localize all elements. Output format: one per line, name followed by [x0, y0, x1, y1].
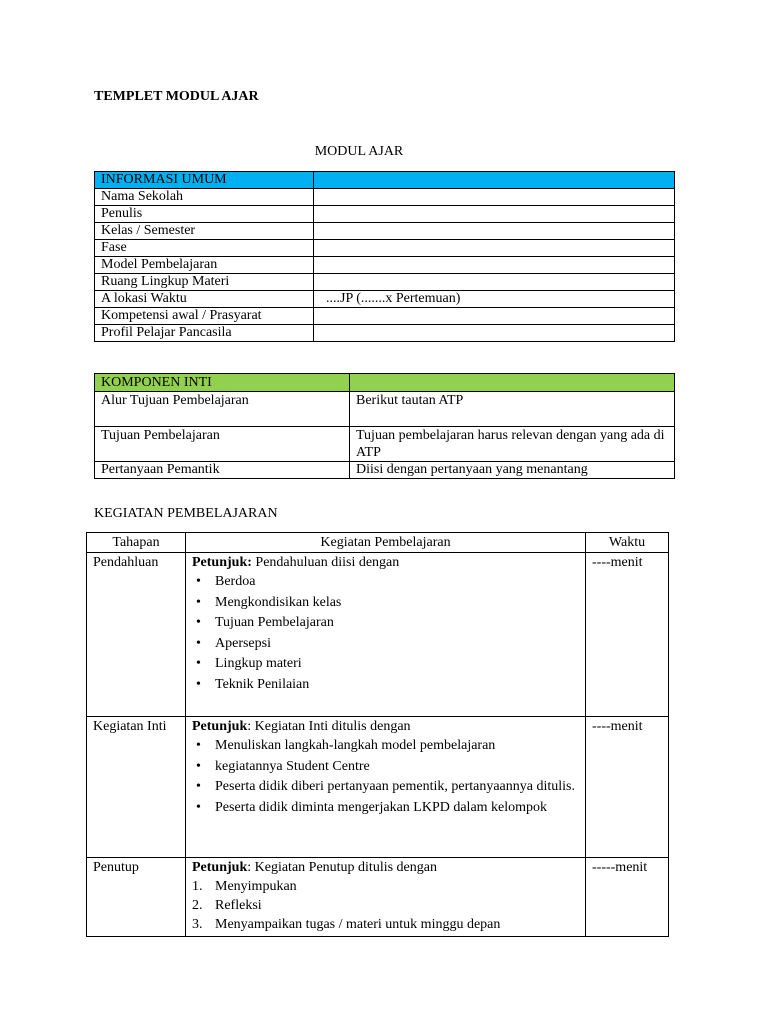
table-row	[95, 257, 675, 274]
row-label: Ruang Lingkup Materi	[95, 274, 314, 291]
document-title: TEMPLET MODUL AJAR	[94, 89, 259, 104]
table-row	[95, 274, 675, 291]
column-header-kegiatan: Kegiatan Pembelajaran	[186, 533, 586, 553]
table-row	[87, 858, 669, 937]
bullet-icon: •	[196, 799, 201, 815]
bullet-icon: •	[196, 594, 201, 610]
row-value: Diisi dengan pertanyaan yang menantang	[350, 462, 675, 479]
komponen-inti-table	[94, 373, 675, 479]
row-label: Fase	[95, 240, 314, 257]
modul-title: MODUL AJAR	[314, 144, 404, 159]
table-row	[95, 427, 675, 462]
row-label: Kompetensi awal / Prasyarat	[95, 308, 314, 325]
bullet-icon: •	[196, 738, 201, 753]
row-value	[314, 257, 675, 274]
list-item: • Peserta didik diberi pertanyaan pementik, pertanyaannya ditulis.	[196, 779, 575, 794]
list-item: • Tujuan Pembelajaran	[196, 615, 334, 630]
list-item: • Apersepsi	[196, 635, 271, 651]
row-label: Kelas / Semester	[95, 223, 314, 240]
row-value	[314, 240, 675, 257]
row-label: Alur Tujuan Pembelajaran	[95, 392, 350, 427]
informasi-umum-table	[94, 171, 675, 342]
kegiatan-table	[86, 532, 669, 937]
activity-cell	[186, 717, 586, 858]
column-header-waktu: Waktu	[586, 533, 669, 553]
list-item: • Berdoa	[196, 574, 256, 589]
stage-cell: Kegiatan Inti	[87, 717, 186, 858]
list-item: 2. Refleksi	[192, 898, 262, 913]
activity-list	[192, 573, 585, 693]
list-item: • Peserta didik diminta mengerjakan LKPD dalam kelompok	[196, 799, 548, 815]
hint-label: Petunjuk:	[192, 555, 252, 570]
column-header-tahapan: Tahapan	[87, 533, 186, 553]
table-row	[95, 189, 675, 206]
row-value	[314, 325, 675, 342]
komponen-inti-header-row	[95, 374, 675, 392]
table-row	[95, 325, 675, 342]
bullet-icon: •	[196, 758, 201, 774]
row-value	[314, 189, 675, 206]
activity-numbered-list	[192, 878, 585, 933]
row-value: Berikut tautan ATP	[350, 392, 675, 427]
hint-label: Petunjuk	[192, 860, 248, 875]
time-cell: ----menit	[586, 717, 669, 858]
hint-line	[192, 859, 585, 876]
bullet-icon: •	[196, 615, 201, 630]
stage-cell: Penutup	[87, 858, 186, 937]
bullet-icon: •	[196, 574, 201, 589]
komponen-inti-header: KOMPONEN INTI	[95, 374, 350, 392]
row-label: Penulis	[95, 206, 314, 223]
table-row	[87, 553, 669, 717]
table-row	[95, 291, 675, 308]
hint-text: : Kegiatan Inti ditulis dengan	[247, 719, 411, 734]
informasi-umum-header-row	[95, 172, 675, 189]
row-label: Pertanyaan Pemantik	[95, 462, 350, 479]
list-item: • Teknik Penilaian	[196, 676, 310, 692]
row-value	[314, 308, 675, 325]
list-item: • Menuliskan langkah-langkah model pembelajaran	[196, 738, 496, 753]
row-value: ....JP (.......x Pertemuan)	[314, 291, 675, 308]
komponen-inti-header-empty	[350, 374, 675, 392]
list-item: • Mengkondisikan kelas	[196, 594, 342, 610]
hint-text: : Kegiatan Penutup ditulis dengan	[247, 860, 437, 875]
activity-cell	[186, 858, 586, 937]
kegiatan-section-title: KEGIATAN PEMBELAJARAN	[94, 506, 278, 521]
bullet-icon: •	[196, 656, 201, 671]
row-value	[314, 274, 675, 291]
table-row	[95, 206, 675, 223]
row-label: Model Pembelajaran	[95, 257, 314, 274]
row-value	[314, 223, 675, 240]
activity-cell	[186, 553, 586, 717]
stage-cell: Pendahluan	[87, 553, 186, 717]
row-label: Tujuan Pembelajaran	[95, 427, 350, 462]
bullet-icon: •	[196, 635, 201, 651]
hint-line	[192, 718, 585, 735]
row-label: A lokasi Waktu	[95, 291, 314, 308]
table-row	[95, 392, 675, 427]
bullet-icon: •	[196, 676, 201, 692]
row-value	[314, 206, 675, 223]
table-row	[87, 717, 669, 858]
bullet-icon: •	[196, 779, 201, 794]
list-item: 1. Menyimpukan	[192, 879, 297, 894]
list-item: • Lingkup materi	[196, 656, 302, 671]
row-label: Profil Pelajar Pancasila	[95, 325, 314, 342]
hint-label: Petunjuk	[192, 719, 248, 734]
hint-text: Pendahuluan diisi dengan	[251, 555, 400, 570]
table-row	[95, 462, 675, 479]
activity-list	[192, 737, 585, 816]
hint-line	[192, 554, 585, 571]
time-cell: ----menit	[586, 553, 669, 717]
list-item: • kegiatannya Student Centre	[196, 758, 370, 774]
kegiatan-header-row	[87, 533, 669, 553]
table-row	[95, 240, 675, 257]
list-item: 3. Menyampaikan tugas / materi untuk minggu depan	[192, 917, 501, 932]
row-value: Tujuan pembelajaran harus relevan dengan yang ada di ATP	[350, 427, 675, 462]
table-row	[95, 308, 675, 325]
time-cell: -----menit	[586, 858, 669, 937]
row-label: Nama Sekolah	[95, 189, 314, 206]
informasi-umum-header: INFORMASI UMUM	[95, 172, 314, 189]
informasi-umum-header-empty	[314, 172, 675, 189]
table-row	[95, 223, 675, 240]
